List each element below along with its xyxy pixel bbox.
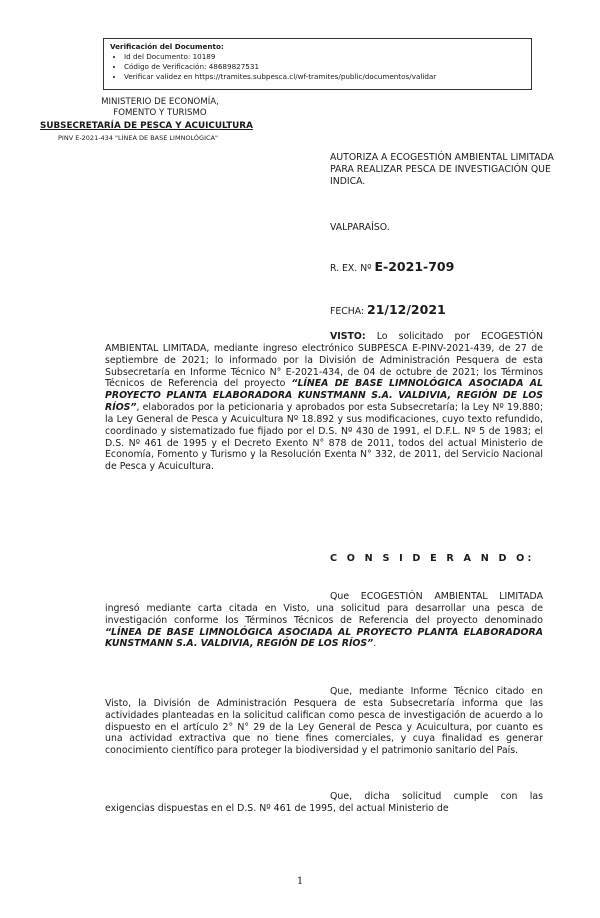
p2-text: Que, mediante Informe Técnico citado en Visto, la División de Administración Pesquera de esta Subsecretaría informa que las actividades planteadas en la solicitud califican como pesca de investigación de acuerdo a lo dispuesto en el artículo 2° N° 29 de la Ley General de Pesca y Acuicultura, por cuanto es una actividad extractiva que no tiene fines comerciales, y cuya finalidad es generar conocimiento científico para proteger la biodiversidad y el patrimonio sanitario del País.: [105, 686, 543, 757]
considerando-paragraph-2: [105, 686, 543, 757]
visto-label: VISTO:: [330, 331, 366, 342]
verification-id: • Id del Documento: 10189: [124, 52, 525, 62]
p1-project: “LÍNEA DE BASE LIMNOLÓGICA ASOCIADA AL PROYECTO PLANTA ELABORADORA KUNSTMANN S.A. VALDIVIA, REGIÓN DE LOS RÍOS”: [105, 626, 543, 650]
page-number: 1: [296, 876, 304, 887]
p1-before: Que ECOGESTIÓN AMBIENTAL LIMITADA ingresó mediante carta citada en Visto, una solicitud para desarrollar una pesca de investigación conforme los Términos Técnicos de Referencia del proyecto denominado: [105, 591, 543, 626]
rex-label: R. EX. Nº: [330, 263, 372, 274]
verification-code: • Código de Verificación: 48689827531: [124, 62, 525, 72]
considerando-title: C O N S I D E R A N D O:: [330, 553, 535, 564]
p1-after: .: [373, 638, 377, 650]
ministry-line-2: FOMENTO Y TURISMO: [113, 108, 207, 118]
verification-box: [103, 38, 532, 90]
pinv-reference: PINV E-2021-434 "LÍNEA DE BASE LIMNOLÓGICA": [58, 134, 218, 142]
visto-text-after: , elaborados por la peticionaria y aprobados por esta Subsecretaría; la Ley Nº 19.880; la Ley General de Pesca y Acuicultura Nº 18.892 y sus modificaciones, cuyo texto refundido, coordinado y sistematizado fue fijado por el D.S. Nº 430 de 1991, el D.F.L. Nº 5 de 1983; el D.S. Nº 461 de 1995 y el Decreto Exento N° 878 de 2011, todos del actual Ministerio de Economía, Fomento y Turismo y la Resolución Exenta N° 332, de 2011, del Servicio Nacional de Pesca y Acuicultura.: [105, 402, 543, 473]
visto-project: “LÍNEA DE BASE LIMNOLÓGICA ASOCIADA AL PROYECTO PLANTA ELABORADORA KUNSTMANN S.A. VALDIVIA, REGIÓN DE LOS RÍOS”: [105, 378, 543, 414]
fecha-label: FECHA:: [330, 306, 365, 317]
p3-text: Que, dicha solicitud cumple con las exigencias dispuestas en el D.S. Nº 461 de 1995, del actual Ministerio de: [105, 791, 543, 814]
resolution-date: [330, 304, 446, 318]
rex-number: E-2021-709: [374, 259, 455, 274]
verification-list: [110, 52, 525, 82]
city: VALPARAÍSO.: [330, 222, 390, 233]
ministry-line-1: MINISTERIO DE ECONOMÍA,: [101, 97, 219, 107]
considerando-paragraph-1: [105, 591, 543, 650]
resolution-subject: AUTORIZA A ECOGESTIÓN AMBIENTAL LIMITADA PARA REALIZAR PESCA DE INVESTIGACIÓN QUE INDICA.: [330, 152, 554, 187]
verification-url[interactable]: • Verificar validez en https://tramites.subpesca.cl/wf-tramites/public/documentos/validar: [124, 72, 525, 82]
visto-paragraph: [105, 331, 543, 473]
verification-title: Verificación del Documento:: [110, 42, 224, 51]
subsecretaria-title: SUBSECRETARÍA DE PESCA Y ACUICULTURA: [40, 121, 253, 131]
fecha-value: 21/12/2021: [367, 302, 446, 317]
ministry-header: [60, 97, 260, 119]
considerando-paragraph-3: [105, 791, 543, 815]
visto-text-before: Lo solicitado por ECOGESTIÓN AMBIENTAL LIMITADA, mediante ingreso electrónico SUBPESCA E-PINV-2021-439, de 27 de septiembre de 2021; lo informado por la División de Administración Pesquera de esta Subsecretaría en Informe Técnico N° E-2021-434, de 04 de octubre de 2021; los Términos Técnicos de Referencia del proyecto: [105, 331, 543, 390]
resolution-number: [330, 261, 454, 275]
